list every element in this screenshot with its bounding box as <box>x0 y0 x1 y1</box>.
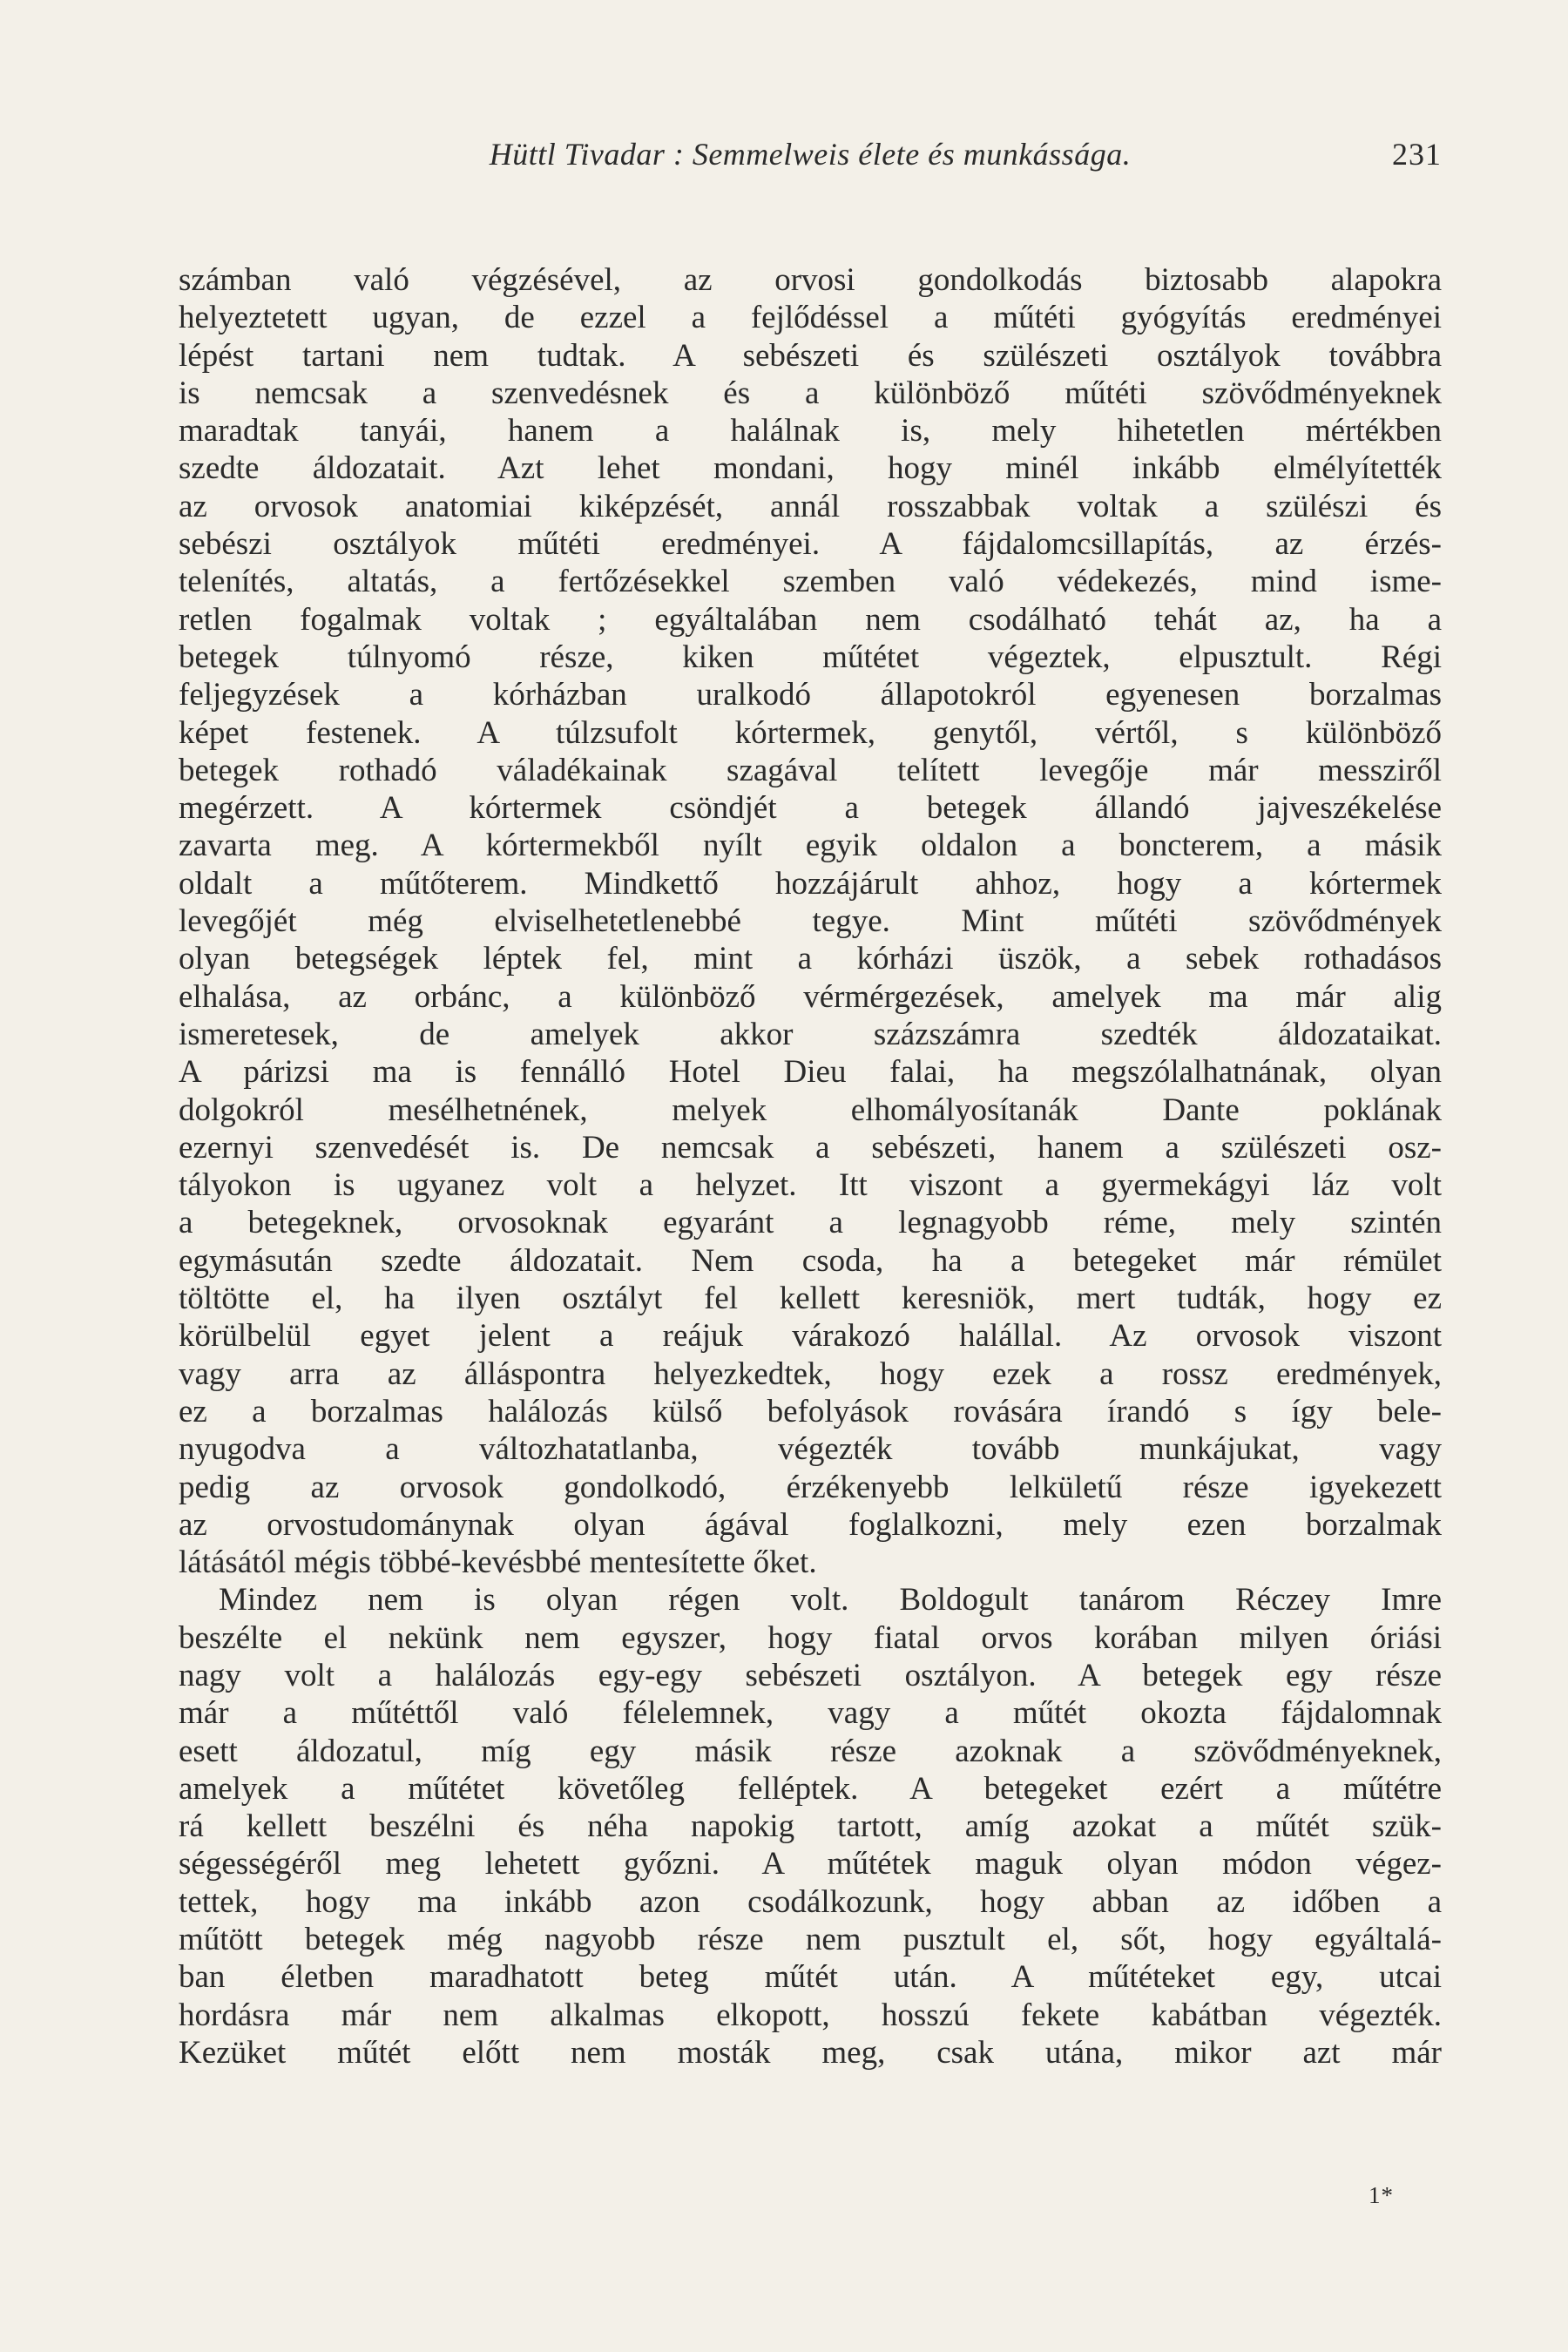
text-line: maradtak tanyái, hanem a halálnak is, mely hihetetlen mértékben <box>179 413 1442 449</box>
text-line: megérzett. A kórtermek csöndjét a betegek állandó jajveszékelése <box>179 790 1442 827</box>
text-line: olyan betegségek léptek fel, mint a kórházi üszök, a sebek rothadásos <box>179 941 1442 977</box>
text-line: lépést tartani nem tudtak. A sebészeti és szülészeti osztályok továbbra <box>179 337 1442 374</box>
text-line: látásától mégis többé-kevésbbé mentesítette őket. <box>179 1544 817 1581</box>
text-line: retlen fogalmak voltak ; egyáltalában nem csodálható tehát az, ha a <box>179 601 1442 638</box>
text-line: a betegeknek, orvosoknak egyaránt a legnagyobb réme, mely szintén <box>179 1205 1442 1241</box>
text-line: betegek rothadó váladékainak szagával telített levegője már messziről <box>179 752 1442 788</box>
text-line: sebészi osztályok műtéti eredményei. A fájdalomcsillapítás, az érzés- <box>179 526 1442 563</box>
body-text <box>179 261 1442 2072</box>
text-line: elhalása, az orbánc, a különböző vérmérgezések, amelyek ma már alig <box>179 978 1442 1015</box>
text-line: pedig az orvosok gondolkodó, érzékenyebb lelkületű része igyekezett <box>179 1469 1442 1505</box>
text-line: levegőjét még elviselhetetlenebbé tegye. Mint műtéti szövődmények <box>179 903 1442 940</box>
text-line: tályokon is ugyanez volt a helyzet. Itt viszont a gyermekágyi láz volt <box>179 1167 1442 1204</box>
text-line: A párizsi ma is fennálló Hotel Dieu falai, ha megszólalhatnának, olyan <box>179 1054 1442 1091</box>
text-line: ismeretesek, de amelyek akkor százszámra szedték áldozataikat. <box>179 1016 1442 1052</box>
text-line: szedte áldozatait. Azt lehet mondani, hogy minél inkább elmélyítették <box>179 450 1442 487</box>
text-line: Kezüket műtét előtt nem mosták meg, csak utána, mikor azt már <box>179 2034 1442 2071</box>
signature-mark: 1* <box>1369 2182 1394 2208</box>
text-line: oldalt a műtőterem. Mindkettő hozzájárult ahhoz, hogy a kórtermek <box>179 865 1442 902</box>
text-line: az orvosok anatomiai kiképzését, annál rosszabbak voltak a szülészi és <box>179 488 1442 524</box>
text-line: helyeztetett ugyan, de ezzel a fejlődéssel a műtéti gyógyítás eredményei <box>179 300 1442 336</box>
text-line: számban való végzésével, az orvosi gondolkodás biztosabb alapokra <box>179 262 1442 298</box>
running-head <box>179 136 1442 179</box>
text-line: nyugodva a változhatatlanba, végezték tovább munkájukat, vagy <box>179 1431 1442 1468</box>
text-line: műtött betegek még nagyobb része nem pusztult el, sőt, hogy egyáltalá- <box>179 1922 1442 1958</box>
text-line: ségességéről meg lehetett győzni. A műtétek maguk olyan módon végez- <box>179 1846 1442 1882</box>
text-line: ezernyi szenvedését is. De nemcsak a sebészeti, hanem a szülészeti osz- <box>179 1129 1442 1166</box>
text-line: betegek túlnyomó része, kiken műtétet végeztek, elpusztult. Régi <box>179 639 1442 675</box>
text-line: rá kellett beszélni és néha napokig tartott, amíg azokat a műtét szük- <box>179 1808 1442 1845</box>
text-line: telenítés, altatás, a fertőzésekkel szemben való védekezés, mind isme- <box>179 564 1442 600</box>
text-line: vagy arra az álláspontra helyezkedtek, hogy ezek a rossz eredmények, <box>179 1355 1442 1392</box>
text-line: beszélte el nekünk nem egyszer, hogy fiatal orvos korában milyen óriási <box>179 1619 1442 1656</box>
text-line: feljegyzések a kórházban uralkodó állapotokról egyenesen borzalmas <box>179 677 1442 713</box>
running-title: Hüttl Tivadar : Semmelweis élete és munkássága. <box>489 137 1132 172</box>
text-line: hordásra már nem alkalmas elkopott, hosszú fekete kabátban végezték. <box>179 1997 1442 2033</box>
text-line: egymásután szedte áldozatait. Nem csoda, ha a betegeket már rémület <box>179 1242 1442 1279</box>
text-line: dolgokról mesélhetnének, melyek elhomályosítanák Dante poklának <box>179 1092 1442 1128</box>
text-line: képet festenek. A túlzsufolt kórtermek, genytől, vértől, s különböző <box>179 714 1442 751</box>
text-line: Mindez nem is olyan régen volt. Boldogult tanárom Réczey Imre <box>219 1582 1442 1619</box>
text-line: amelyek a műtétet követőleg felléptek. A betegeket ezért a műtétre <box>179 1770 1442 1807</box>
text-line: körülbelül egyet jelent a reájuk várakozó halállal. Az orvosok viszont <box>179 1318 1442 1355</box>
text-line: ez a borzalmas halálozás külső befolyások rovására írandó s így bele- <box>179 1393 1442 1429</box>
text-line: esett áldozatul, míg egy másik része azoknak a szövődményeknek, <box>179 1733 1442 1769</box>
text-line: nagy volt a halálozás egy-egy sebészeti osztályon. A betegek egy része <box>179 1657 1442 1693</box>
text-line: ban életben maradhatott beteg műtét után. A műtéteket egy, utcai <box>179 1959 1442 1996</box>
text-line: már a műtéttől való félelemnek, vagy a műtét okozta fájdalomnak <box>179 1695 1442 1732</box>
text-line: az orvostudománynak olyan ágával foglalkozni, mely ezen borzalmak <box>179 1506 1442 1543</box>
text-line: töltötte el, ha ilyen osztályt fel kellett keresniök, mert tudták, hogy ez <box>179 1281 1442 1317</box>
page-number: 231 <box>1392 137 1442 172</box>
text-line: is nemcsak a szenvedésnek és a különböző műtéti szövődményeknek <box>179 375 1442 411</box>
text-line: tettek, hogy ma inkább azon csodálkozunk, hogy abban az időben a <box>179 1883 1442 1920</box>
text-line: zavarta meg. A kórtermekből nyílt egyik oldalon a boncterem, a másik <box>179 828 1442 864</box>
